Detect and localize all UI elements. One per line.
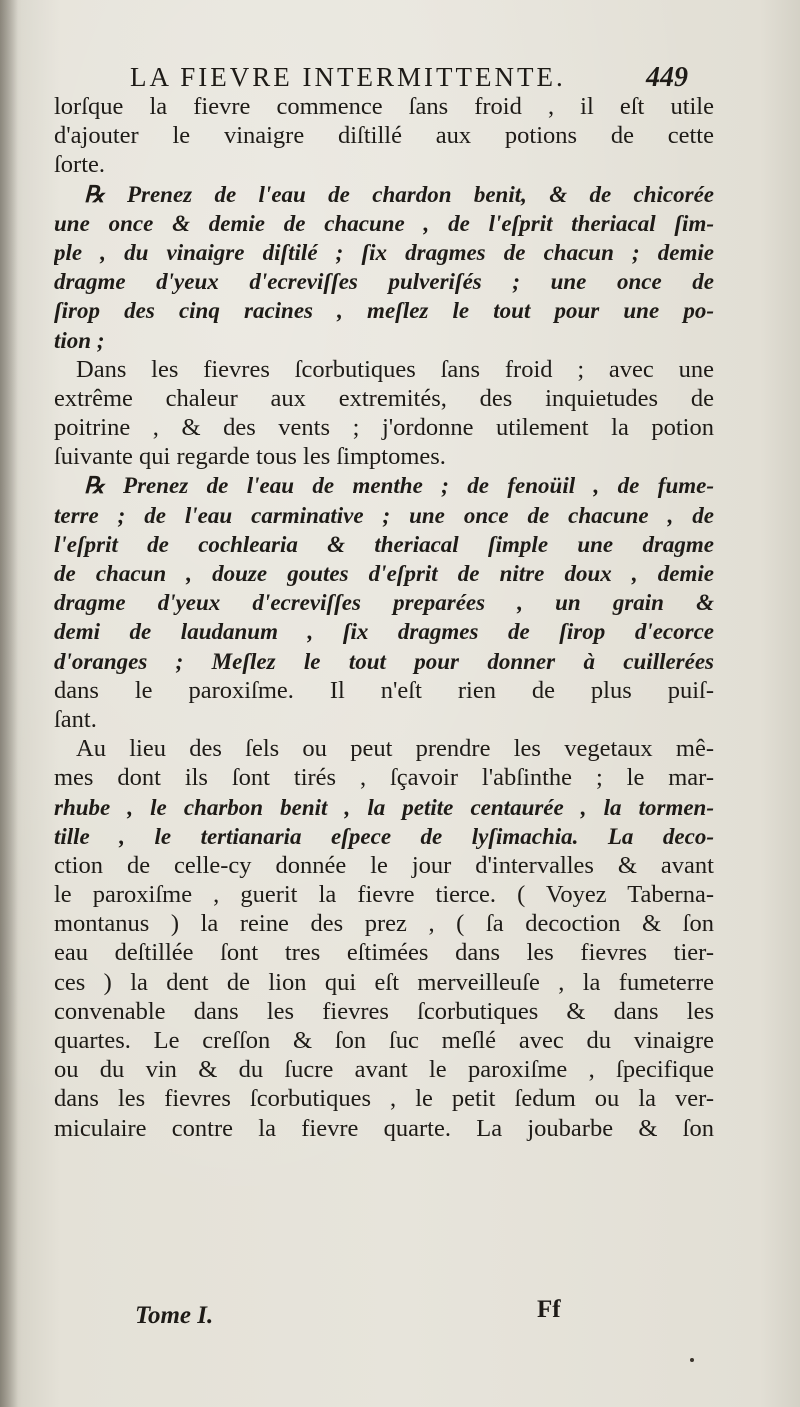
running-head: LA FIEVRE INTERMITTENTE. [130,62,566,92]
text-line: d'ajouter le vinaigre diſtillé aux potions de cette [54,122,714,150]
text-line: dans les fievres ſcorbutiques , le petit ſedum ou la ver- [54,1085,714,1113]
text-line: lorſque la fievre commence ſans froid , il eſt utile [54,93,714,120]
gathering-signature: Ff [537,1296,561,1323]
text-line: ces ) la dent de lion qui eſt merveilleuſe , la fumeterre [54,968,714,996]
text-line: miculaire contre la fievre quarte. La joubarbe & ſon [54,1114,714,1142]
prescription-line: ple , du vinaigre diſtilé ; ſix dragmes de chacun ; demie [54,239,714,265]
text-line: mes dont ils ſont tirés , ſçavoir l'abſinthe ; le mar- [54,764,714,792]
gutter-shadow [0,0,18,1407]
text-line: ſant. [54,705,97,733]
text-line: dans le paroxiſme. Il n'eſt rien de plus puiſ- [54,676,714,704]
text-line: Dans les fievres ſcorbutiques ſans froid ; avec une [76,355,714,383]
prescription-line: d'oranges ; Meſlez le tout pour donner à cuillerées [54,648,714,674]
prescription-line: dragme d'yeux d'ecreviſſes preparées , un grain & [54,590,714,616]
prescription-line: une once & demie de chacune , de l'eſprit theriacal ſim- [54,210,714,236]
text-line: ſorte. [54,151,106,179]
ink-speck [690,1358,694,1362]
text-line: tille , le tertianaria eſpece de lyſimachia. La deco- [54,823,714,849]
prescription-line: terre ; de l'eau carminative ; une once de chacune , de [54,502,714,528]
text-line: Au lieu des ſels ou peut prendre les vegetaux mê- [76,735,714,763]
text-line: ction de celle-cy donnée le jour d'intervalles & avant [54,851,714,879]
prescription-line: demi de laudanum , ſix dragmes de ſirop d'ecorce [54,619,714,645]
text-line: le paroxiſme , guerit la fievre tierce. ( Voyez Taberna- [54,881,714,909]
text-line: ſuivante qui regarde tous les ſimptomes. [54,443,446,471]
text-line: convenable dans les fievres ſcorbutiques & dans les [54,997,714,1025]
prescription-line: ℞ Prenez de l'eau de chardon benit, & de chicorée [84,181,714,207]
prescription-line: tion ; [54,327,105,353]
prescription-line: ſirop des cinq racines , meſlez le tout pour une po- [54,298,714,324]
prescription-line: ℞ Prenez de l'eau de menthe ; de fenoüil , de fume- [84,473,714,499]
text-line: rhube , le charbon benit , la petite centaurée , la tormen- [54,794,714,820]
volume-signature: Tome I. [135,1302,214,1329]
text-line: quartes. Le creſſon & ſon ſuc meſlé avec du vinaigre [54,1027,714,1054]
prescription-line: de chacun , douze goutes d'eſprit de nitre doux , demie [54,561,714,586]
text-line: eau deſtillée ſont tres eſtimées dans les fievres tier- [54,939,714,967]
text-line: montanus ) la reine des prez , ( ſa decoction & ſon [54,910,714,938]
text-line: ou du vin & du ſucre avant le paroxiſme , ſpecifique [54,1056,714,1084]
body-text [54,92,714,1143]
prescription-line: dragme d'yeux d'ecreviſſes pulveriſés ; une once de [54,269,714,295]
page-number: 449 [646,62,688,93]
prescription-line: l'eſprit de cochlearia & theriacal ſimple une dragme [54,531,714,557]
text-line: poitrine , & des vents ; j'ordonne utilement la potion [54,414,714,442]
text-line: extrême chaleur aux extremités, des inquietudes de [54,384,714,412]
